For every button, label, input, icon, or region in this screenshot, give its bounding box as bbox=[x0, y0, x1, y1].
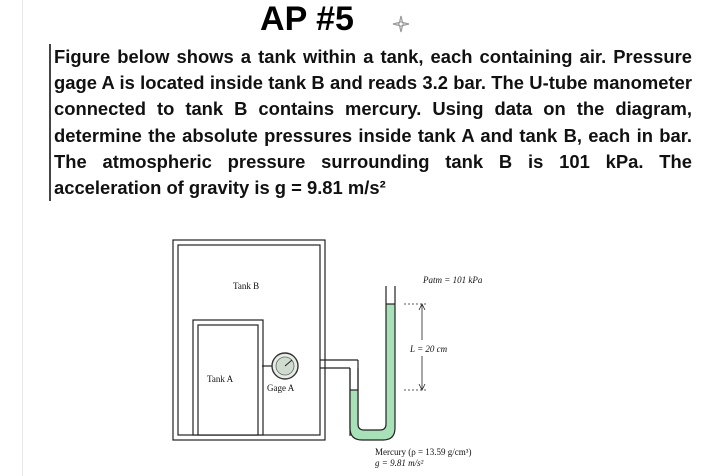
problem-statement: Figure below shows a tank within a tank, each containing air. Pressure gage A is located inside tank B and reads 3.2 bar. The U-tube manometer connected to tank B contains mercury. Using data on the diagram, determine the absolute pressures inside tank A and tank B, each in bar. The atmospheric pressure surrounding tank B is 101 kPa. The acceleration of gravity is g = 9.81 m/s² bbox=[49, 44, 692, 201]
gage-a-icon bbox=[272, 353, 298, 379]
gage-a-label: Gage A bbox=[267, 383, 295, 393]
mercury-column bbox=[350, 304, 395, 440]
tank-b-label: Tank B bbox=[233, 281, 260, 291]
gravity-label: g = 9.81 m/s² bbox=[375, 458, 424, 468]
l-label: L = 20 cm bbox=[410, 344, 448, 354]
tank-a-label: Tank A bbox=[207, 374, 234, 384]
patm-label: Patm = 101 kPa bbox=[423, 275, 483, 285]
title-text: AP #5 bbox=[260, 0, 354, 38]
mercury-label: Mercury (ρ = 13.59 g/cm³) bbox=[375, 447, 472, 457]
